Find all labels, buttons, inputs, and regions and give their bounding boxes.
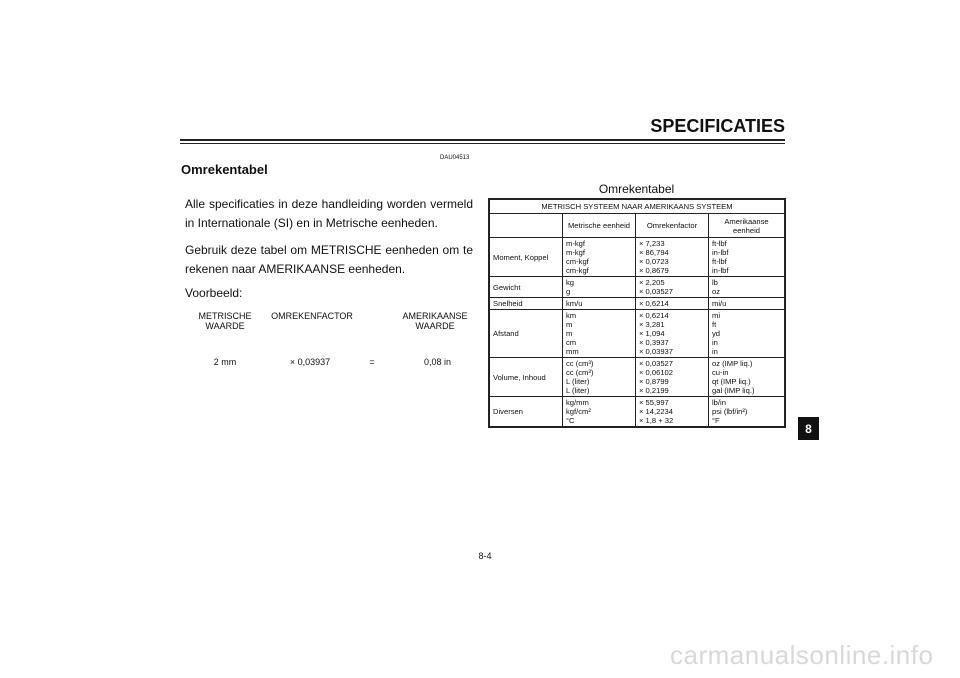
- watermark: carmanualsonline.info: [670, 640, 934, 670]
- conversion-table: [488, 198, 786, 428]
- cell-us: [709, 310, 786, 358]
- cell-factor: [636, 277, 709, 298]
- cell-us: [709, 238, 786, 277]
- cell-metric: [563, 277, 636, 298]
- example-value: 2 mm: [213, 357, 237, 367]
- cell-us: [709, 397, 786, 428]
- header-rule: [180, 139, 785, 141]
- table-row: [489, 310, 785, 358]
- factor-line: × 0,03527: [639, 359, 673, 368]
- factor-line: × 1,8 + 32: [639, 416, 674, 425]
- example-factor: × 0,03937: [289, 357, 331, 367]
- factor-line: × 0,8799: [639, 377, 669, 386]
- us-line: oz: [712, 287, 721, 296]
- us-line: lb: [712, 278, 718, 287]
- cell-factor: [636, 358, 709, 397]
- example-col1-line2: WAARDE: [205, 321, 245, 331]
- cell-us: [709, 298, 786, 310]
- example-col3-line2: WAARDE: [415, 321, 455, 331]
- table-row: [489, 298, 785, 310]
- us-line: gal (IMP liq.): [712, 386, 755, 395]
- header-metric: Metrische eenheid: [563, 214, 636, 238]
- us-line: in: [712, 338, 718, 347]
- us-line: in: [712, 347, 718, 356]
- factor-line: × 0,3937: [639, 338, 669, 347]
- us-line: lb/in: [712, 398, 726, 407]
- metric-line: km: [566, 311, 577, 320]
- us-line: psi (lbf/in²): [712, 407, 748, 416]
- us-line: yd: [712, 329, 721, 338]
- metric-line: km/u: [566, 299, 583, 308]
- section-code: DAU04513: [440, 155, 470, 161]
- metric-line: cm-kgf: [566, 266, 589, 275]
- us-line: in-lbf: [712, 248, 729, 257]
- us-line: mi/u: [712, 299, 727, 308]
- factor-line: × 0,6214: [639, 299, 669, 308]
- row-label: Moment, Koppel: [489, 238, 563, 277]
- cell-us: [709, 358, 786, 397]
- metric-line: cc (cm³): [566, 359, 594, 368]
- metric-line: m-kgf: [566, 239, 585, 248]
- factor-line: × 0,2199: [639, 386, 669, 395]
- metric-line: m: [566, 320, 573, 329]
- metric-line: m: [566, 329, 573, 338]
- metric-line: m-kgf: [566, 248, 585, 257]
- row-label: Snelheid: [489, 298, 563, 310]
- us-line: mi: [712, 311, 721, 320]
- factor-line: × 0,06102: [639, 368, 673, 377]
- cell-metric: [563, 298, 636, 310]
- example-col1-header: [190, 311, 260, 331]
- cell-factor: [636, 238, 709, 277]
- header-rule-thin: [180, 143, 785, 144]
- header-factor: Omrekenfactor: [636, 214, 709, 238]
- chapter-tab: 8: [798, 417, 819, 440]
- us-line: °F: [712, 416, 720, 425]
- metric-line: L (liter): [566, 377, 590, 386]
- factor-line: × 86,794: [639, 248, 669, 257]
- row-label: Diversen: [489, 397, 563, 428]
- metric-line: mm: [566, 347, 579, 356]
- example-result: 0,08 in: [423, 357, 452, 367]
- factor-line: × 55,997: [639, 398, 669, 407]
- table-title: METRISCH SYSTEEM NAAR AMERIKAANS SYSTEEM: [489, 199, 785, 214]
- us-line: qt (IMP liq.): [712, 377, 751, 386]
- metric-line: kgf/cm²: [566, 407, 591, 416]
- header-us: Amerikaanse eenheid: [709, 214, 786, 238]
- metric-line: kg/mm: [566, 398, 589, 407]
- paragraph-example-label: Voorbeeld:: [185, 286, 243, 300]
- paragraph-usage: Gebruik deze tabel om METRISCHE eenheden om te rekenen naar AMERIKAANSE eenheden.: [185, 243, 473, 276]
- factor-line: × 2,205: [639, 278, 665, 287]
- us-line: ft: [712, 320, 717, 329]
- table-row: [489, 238, 785, 277]
- example-col1-line1: METRISCHE: [198, 311, 252, 321]
- cell-metric: [563, 238, 636, 277]
- table-row: [489, 358, 785, 397]
- cell-factor: [636, 298, 709, 310]
- page-number: 8-4: [478, 551, 492, 561]
- table-row: [489, 397, 785, 428]
- cell-factor: [636, 397, 709, 428]
- table-row: [489, 277, 785, 298]
- metric-line: L (liter): [566, 386, 590, 395]
- factor-line: × 0,0723: [639, 257, 669, 266]
- row-label: Volume, Inhoud: [489, 358, 563, 397]
- us-line: oz (IMP liq.): [712, 359, 753, 368]
- factor-line: × 3,281: [639, 320, 665, 329]
- example-col3-line1: AMERIKAANSE: [402, 311, 468, 321]
- row-label: Gewicht: [489, 277, 563, 298]
- example-col2-header: OMREKENFACTOR: [271, 311, 353, 321]
- paragraph-intro: Alle specificaties in deze handleiding worden vermeld in Internationale (SI) en in Metrische eenheden.: [185, 197, 473, 230]
- table-caption: Omrekentabel: [598, 182, 675, 196]
- cell-metric: [563, 310, 636, 358]
- us-line: in-lbf: [712, 266, 729, 275]
- factor-line: × 0,03527: [639, 287, 673, 296]
- example-equals: =: [369, 357, 375, 367]
- metric-line: g: [566, 287, 571, 296]
- metric-line: kg: [566, 278, 575, 287]
- factor-line: × 7,233: [639, 239, 665, 248]
- factor-line: × 14,2234: [639, 407, 673, 416]
- metric-line: cm: [566, 338, 577, 347]
- header-empty: [489, 214, 563, 238]
- us-line: ft-lbf: [712, 239, 727, 248]
- us-line: cu-in: [712, 368, 729, 377]
- metric-line: cm-kgf: [566, 257, 589, 266]
- factor-line: × 0,6214: [639, 311, 669, 320]
- cell-factor: [636, 310, 709, 358]
- metric-line: °C: [566, 416, 575, 425]
- page-title: SPECIFICATIES: [650, 116, 785, 136]
- cell-metric: [563, 397, 636, 428]
- cell-metric: [563, 358, 636, 397]
- row-label: Afstand: [489, 310, 563, 358]
- us-line: ft-lbf: [712, 257, 727, 266]
- factor-line: × 0,8679: [639, 266, 669, 275]
- metric-line: cc (cm³): [566, 368, 594, 377]
- section-heading: Omrekentabel: [181, 162, 268, 177]
- cell-us: [709, 277, 786, 298]
- factor-line: × 1,094: [639, 329, 665, 338]
- example-col3-header: [395, 311, 475, 331]
- factor-line: × 0,03937: [639, 347, 673, 356]
